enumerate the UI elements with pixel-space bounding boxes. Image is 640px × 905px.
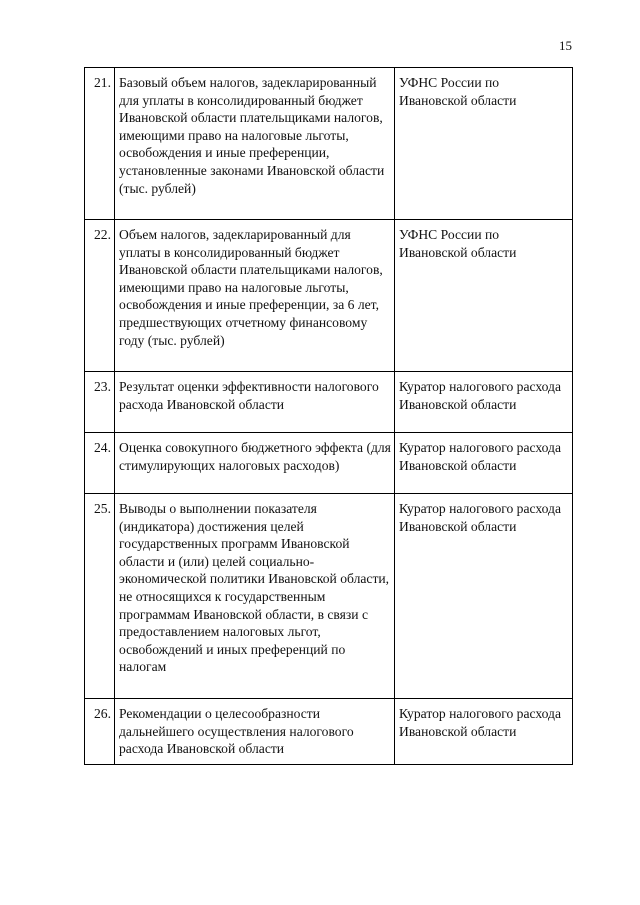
row-number: 24. xyxy=(85,433,115,494)
indicator-text: Рекомендации о целесообразности дальнейшего осуществления налогового расхода Ивановской области xyxy=(115,699,395,765)
row-number: 22. xyxy=(85,220,115,372)
table-row xyxy=(85,372,573,433)
indicator-text: Объем налогов, задекларированный для уплаты в консолидированный бюджет Ивановской области плательщиками налогов, имеющими право на налоговые льготы, освобождения и иные преференции, за 6 лет, предшествующих отчетному финансовому году (тыс. рублей) xyxy=(115,220,395,372)
table-row xyxy=(85,68,573,220)
indicator-text: Базовый объем налогов, задекларированный для уплаты в консолидированный бюджет Ивановской области плательщиками налогов, имеющими право на налоговые льготы, освобождения и иные преференции, установленные законами Ивановской области (тыс. рублей) xyxy=(115,68,395,220)
table-row xyxy=(85,699,573,765)
source-text: УФНС России по Ивановской области xyxy=(395,68,573,220)
indicator-text: Результат оценки эффективности налогового расхода Ивановской области xyxy=(115,372,395,433)
table-row xyxy=(85,494,573,699)
row-number: 23. xyxy=(85,372,115,433)
table-row xyxy=(85,220,573,372)
source-text: Куратор налогового расхода Ивановской области xyxy=(395,494,573,699)
row-number: 21. xyxy=(85,68,115,220)
source-text: Куратор налогового расхода Ивановской области xyxy=(395,433,573,494)
indicator-text: Выводы о выполнении показателя (индикатора) достижения целей государственных программ Ивановской области и (или) целей социально-экономической политики Ивановской области, не относящихся к государственным программам Ивановской области, в связи с предоставлением налоговых льгот, освобождений и иных преференций по налогам xyxy=(115,494,395,699)
source-text: УФНС России по Ивановской области xyxy=(395,220,573,372)
indicator-text: Оценка совокупного бюджетного эффекта (для стимулирующих налоговых расходов) xyxy=(115,433,395,494)
table-row xyxy=(85,433,573,494)
indicator-table xyxy=(84,67,573,765)
page-number: 15 xyxy=(559,38,572,53)
source-text: Куратор налогового расхода Ивановской области xyxy=(395,699,573,765)
source-text: Куратор налогового расхода Ивановской области xyxy=(395,372,573,433)
row-number: 26. xyxy=(85,699,115,765)
row-number: 25. xyxy=(85,494,115,699)
